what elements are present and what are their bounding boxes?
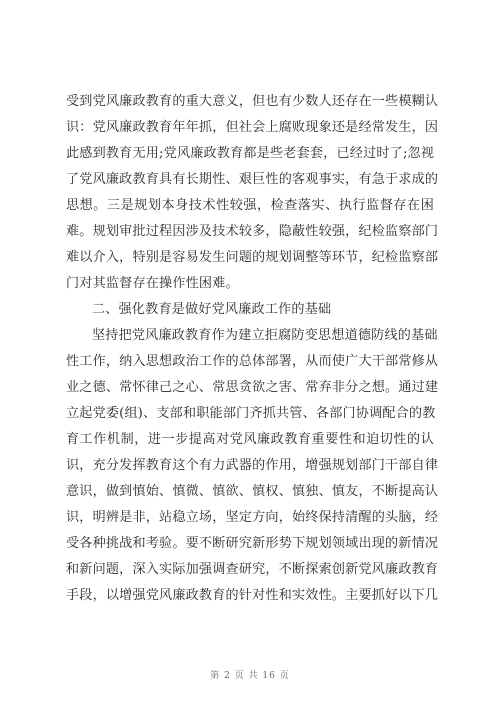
paragraph-line: 性工作，纳入思想政治工作的总体部署，从而使广大干部常修从 — [66, 354, 439, 369]
paragraph-line: 难。规划审批过程因涉及技术较多，隐蔽性较强，纪检监察部门 — [66, 224, 439, 239]
paragraph-line: 门对其监督存在操作性困难。 — [66, 276, 239, 291]
paragraph-line: 立起党委(组)、支部和职能部门齐抓共管、各部门协调配合的教 — [66, 406, 436, 421]
paragraph-line: 手段，以增强党风廉政教育的针对性和实效性。主要抓好以下几 — [66, 588, 439, 603]
paragraph-line: 坚持把党风廉政教育作为建立拒腐防变思想道德防线的基础 — [92, 328, 438, 343]
paragraph-line: 识：党风廉政教育年年抓，但社会上腐败现象还是经常发生，因 — [66, 120, 439, 135]
paragraph-line: 和新问题，深入实际加强调查研究，不断探索创新党风廉政教育 — [66, 562, 439, 577]
paragraph-line: 难以介入，特别是容易发生问题的规划调整等环节，纪检监察部 — [66, 250, 439, 265]
paragraph-line: 受各种挑战和考验。要不断研究新形势下规划领域出现的新情况 — [66, 536, 439, 551]
paragraph-line: 意识，做到慎始、慎微、慎欲、慎权、慎独、慎友，不断提高认 — [66, 484, 439, 499]
paragraph-line: 业之德、常怀律己之心、常思贪欲之害、常弃非分之想。通过建 — [66, 380, 439, 395]
paragraph-line: 识，充分发挥教育这个有力武器的作用，增强规划部门干部自律 — [66, 458, 439, 473]
paragraph-line: 思想。三是规划本身技术性较强，检查落实、执行监督存在困 — [66, 198, 434, 213]
paragraph-line: 育工作机制，进一步提高对党风廉政教育重要性和迫切性的认 — [66, 432, 434, 447]
paragraph-line: 此感到教育无用;党风廉政教育都是些老套套，已经过时了;忽视 — [66, 146, 435, 161]
section-heading: 二、强化教育是做好党风廉政工作的基础 — [92, 302, 332, 317]
paragraph-line: 识，明辨是非，站稳立场，坚定方向，始终保持清醒的头脑，经 — [66, 510, 439, 525]
paragraph-line: 了党风廉政教育具有长期性、艰巨性的客观事实，有急于求成的 — [66, 172, 439, 187]
paragraph-line: 受到党风廉政教育的重大意义，但也有少数人还存在一些模糊认 — [66, 94, 439, 109]
page-footer: 第 2 页 共 16 页 — [210, 671, 290, 681]
